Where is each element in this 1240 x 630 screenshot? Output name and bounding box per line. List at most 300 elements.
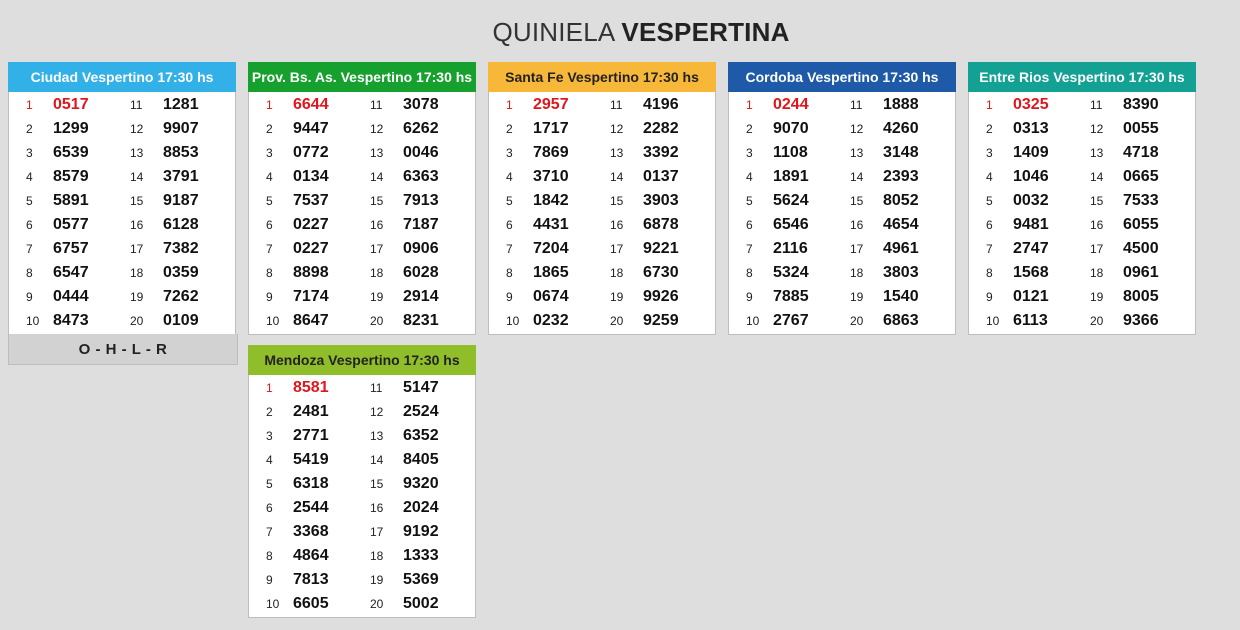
- drawn-number: 1888: [883, 96, 919, 113]
- result-row: [249, 261, 475, 285]
- drawn-number: 8898: [293, 264, 329, 281]
- position-label: 4: [986, 170, 993, 184]
- drawn-number: 3710: [533, 168, 569, 185]
- winning-number: 8581: [293, 379, 329, 396]
- position-label: 5: [746, 194, 753, 208]
- drawn-number: 6605: [293, 595, 329, 612]
- position-label: 7: [506, 242, 513, 256]
- draw-card-prov-bs-as: [248, 62, 476, 335]
- drawn-number: 5624: [773, 192, 809, 209]
- position-label: 19: [610, 290, 624, 304]
- drawn-number: 7913: [403, 192, 439, 209]
- position-label: 14: [1090, 170, 1104, 184]
- position-label: 2: [266, 122, 273, 136]
- result-row: [249, 213, 475, 237]
- position-label: 11: [610, 98, 623, 112]
- draw-results-list: [249, 92, 475, 335]
- position-label: 7: [266, 525, 273, 539]
- position-label: 7: [746, 242, 753, 256]
- position-label: 14: [130, 170, 144, 184]
- drawn-number: 8231: [403, 312, 439, 329]
- drawn-number: 6863: [883, 312, 919, 329]
- result-row: [969, 189, 1195, 213]
- drawn-number: 7174: [293, 288, 329, 305]
- position-label: 8: [266, 266, 273, 280]
- position-label: 19: [850, 290, 864, 304]
- position-label: 1: [266, 98, 273, 112]
- drawn-number: 0674: [533, 288, 569, 305]
- position-label: 2: [986, 122, 993, 136]
- result-row: [729, 189, 955, 213]
- drawn-number: 0046: [403, 144, 439, 161]
- drawn-number: 3148: [883, 144, 919, 161]
- position-label: 19: [130, 290, 144, 304]
- result-row: [729, 117, 955, 141]
- position-label: 6: [266, 218, 273, 232]
- result-row: [249, 141, 475, 165]
- result-row: [489, 285, 715, 309]
- result-row: [729, 285, 955, 309]
- drawn-number: 0032: [1013, 192, 1049, 209]
- drawn-number: 9447: [293, 120, 329, 137]
- position-label: 18: [850, 266, 864, 280]
- result-row: [249, 472, 475, 496]
- drawn-number: 0577: [53, 216, 89, 233]
- result-row: [249, 189, 475, 213]
- draw-results-list: [249, 375, 475, 618]
- position-label: 5: [266, 477, 273, 491]
- drawn-number: 2747: [1013, 240, 1049, 257]
- position-label: 14: [370, 453, 384, 467]
- position-label: 3: [506, 146, 513, 160]
- drawn-number: 7537: [293, 192, 329, 209]
- drawn-number: 6318: [293, 475, 329, 492]
- position-label: 17: [370, 242, 384, 256]
- position-label: 19: [1090, 290, 1104, 304]
- draw-card-mendoza: [248, 345, 476, 618]
- drawn-number: 6539: [53, 144, 89, 161]
- drawn-number: 2282: [643, 120, 679, 137]
- winning-number: 0517: [53, 96, 89, 113]
- result-row: [969, 309, 1195, 333]
- drawn-number: 4431: [533, 216, 569, 233]
- position-label: 11: [1090, 98, 1103, 112]
- position-label: 15: [130, 194, 144, 208]
- position-label: 10: [986, 314, 1000, 328]
- page-title-bold: VESPERTINA: [621, 17, 790, 47]
- drawn-number: 0121: [1013, 288, 1049, 305]
- drawn-number: 6878: [643, 216, 679, 233]
- draw-card-header: Ciudad Vespertino 17:30 hs: [8, 62, 236, 92]
- position-label: 8: [26, 266, 33, 280]
- position-label: 10: [26, 314, 40, 328]
- result-row: [729, 213, 955, 237]
- drawn-number: 1281: [163, 96, 199, 113]
- result-row: [249, 117, 475, 141]
- draw-results-list: [489, 92, 715, 335]
- position-label: 4: [26, 170, 33, 184]
- position-label: 6: [506, 218, 513, 232]
- draw-card-entre-rios: [968, 62, 1196, 335]
- position-label: 9: [986, 290, 993, 304]
- position-label: 3: [746, 146, 753, 160]
- position-label: 17: [130, 242, 144, 256]
- drawn-number: 6546: [773, 216, 809, 233]
- drawn-number: 2544: [293, 499, 329, 516]
- position-label: 1: [986, 98, 993, 112]
- drawn-number: 8390: [1123, 96, 1159, 113]
- position-label: 8: [746, 266, 753, 280]
- position-label: 6: [266, 501, 273, 515]
- position-label: 11: [370, 381, 383, 395]
- position-label: 20: [370, 597, 384, 611]
- drawn-number: 1299: [53, 120, 89, 137]
- position-label: 10: [266, 597, 280, 611]
- position-label: 9: [506, 290, 513, 304]
- position-label: 3: [26, 146, 33, 160]
- result-row: [249, 309, 475, 333]
- drawn-number: 7533: [1123, 192, 1159, 209]
- drawn-number: 5324: [773, 264, 809, 281]
- drawn-number: 7869: [533, 144, 569, 161]
- drawn-number: 1891: [773, 168, 809, 185]
- drawn-number: 3791: [163, 168, 199, 185]
- position-label: 12: [610, 122, 624, 136]
- result-row: [729, 237, 955, 261]
- drawn-number: 6128: [163, 216, 199, 233]
- position-label: 18: [370, 549, 384, 563]
- drawn-number: 8052: [883, 192, 919, 209]
- position-label: 4: [266, 170, 273, 184]
- drawn-number: 1568: [1013, 264, 1049, 281]
- result-row: [969, 285, 1195, 309]
- result-row: [489, 237, 715, 261]
- result-row: [249, 448, 475, 472]
- drawn-number: 2024: [403, 499, 439, 516]
- position-label: 5: [266, 194, 273, 208]
- position-label: 1: [746, 98, 753, 112]
- drawn-number: 4718: [1123, 144, 1159, 161]
- position-label: 1: [506, 98, 513, 112]
- drawn-number: 0137: [643, 168, 679, 185]
- result-row: [969, 141, 1195, 165]
- position-label: 7: [986, 242, 993, 256]
- position-label: 8: [266, 549, 273, 563]
- draw-card-santa-fe: [488, 62, 716, 335]
- position-label: 18: [370, 266, 384, 280]
- position-label: 18: [1090, 266, 1104, 280]
- position-label: 2: [26, 122, 33, 136]
- position-label: 14: [370, 170, 384, 184]
- drawn-number: 6363: [403, 168, 439, 185]
- position-label: 13: [610, 146, 624, 160]
- result-row: [9, 309, 235, 333]
- position-label: 9: [266, 290, 273, 304]
- drawn-number: 9320: [403, 475, 439, 492]
- drawn-number: 2524: [403, 403, 439, 420]
- result-row: [249, 496, 475, 520]
- position-label: 20: [370, 314, 384, 328]
- position-label: 10: [266, 314, 280, 328]
- drawn-number: 1108: [773, 144, 808, 161]
- draw-results-list: [729, 92, 955, 335]
- position-label: 5: [986, 194, 993, 208]
- drawn-number: 6757: [53, 240, 89, 257]
- drawn-number: 6113: [1013, 312, 1048, 329]
- position-label: 6: [746, 218, 753, 232]
- result-row: [489, 93, 715, 117]
- drawn-number: 6028: [403, 264, 439, 281]
- winning-number: 6644: [293, 96, 329, 113]
- position-label: 20: [850, 314, 864, 328]
- position-label: 8: [986, 266, 993, 280]
- drawn-number: 9926: [643, 288, 679, 305]
- position-label: 4: [506, 170, 513, 184]
- drawn-number: 2481: [293, 403, 329, 420]
- drawn-number: 0227: [293, 240, 329, 257]
- position-label: 20: [130, 314, 144, 328]
- result-row: [489, 165, 715, 189]
- position-label: 9: [266, 573, 273, 587]
- position-label: 20: [1090, 314, 1104, 328]
- position-label: 4: [266, 453, 273, 467]
- result-row: [249, 400, 475, 424]
- winning-number: 2957: [533, 96, 569, 113]
- drawn-number: 0772: [293, 144, 329, 161]
- page-title: [0, 17, 1240, 48]
- drawn-number: 4500: [1123, 240, 1159, 257]
- drawn-number: 8473: [53, 312, 89, 329]
- drawn-number: 5369: [403, 571, 439, 588]
- drawn-number: 2914: [403, 288, 439, 305]
- draw-card-cordoba: [728, 62, 956, 335]
- position-label: 11: [370, 98, 383, 112]
- position-label: 13: [370, 146, 384, 160]
- position-label: 15: [1090, 194, 1104, 208]
- position-label: 16: [1090, 218, 1104, 232]
- result-row: [489, 189, 715, 213]
- position-label: 16: [610, 218, 624, 232]
- result-row: [489, 141, 715, 165]
- drawn-number: 0109: [163, 312, 199, 329]
- result-row: [9, 213, 235, 237]
- position-label: 3: [266, 146, 273, 160]
- drawn-number: 9221: [643, 240, 679, 257]
- drawn-number: 2771: [293, 427, 329, 444]
- result-row: [249, 237, 475, 261]
- result-row: [969, 93, 1195, 117]
- result-row: [729, 309, 955, 333]
- drawn-number: 7204: [533, 240, 569, 257]
- drawn-number: 7382: [163, 240, 199, 257]
- drawn-number: 8579: [53, 168, 89, 185]
- position-label: 15: [370, 194, 384, 208]
- drawn-number: 9481: [1013, 216, 1049, 233]
- drawn-number: 8005: [1123, 288, 1159, 305]
- drawn-number: 9070: [773, 120, 809, 137]
- position-label: 15: [850, 194, 864, 208]
- drawn-number: 9187: [163, 192, 199, 209]
- draw-card-ciudad: [8, 62, 236, 335]
- result-row: [9, 189, 235, 213]
- drawn-number: 1842: [533, 192, 569, 209]
- position-label: 13: [130, 146, 144, 160]
- page-title-light: QUINIELA: [492, 17, 622, 47]
- result-row: [969, 213, 1195, 237]
- position-label: 20: [610, 314, 624, 328]
- result-row: [249, 93, 475, 117]
- result-row: [9, 285, 235, 309]
- result-row: [9, 93, 235, 117]
- position-label: 10: [506, 314, 520, 328]
- draw-card-header: Santa Fe Vespertino 17:30 hs: [488, 62, 716, 92]
- drawn-number: 0665: [1123, 168, 1159, 185]
- position-label: 13: [370, 429, 384, 443]
- draw-card-header: Mendoza Vespertino 17:30 hs: [248, 345, 476, 375]
- position-label: 9: [746, 290, 753, 304]
- result-row: [729, 165, 955, 189]
- position-label: 17: [1090, 242, 1104, 256]
- position-label: 14: [610, 170, 624, 184]
- drawn-number: 9907: [163, 120, 199, 137]
- draw-card-header: Entre Rios Vespertino 17:30 hs: [968, 62, 1196, 92]
- position-label: 16: [130, 218, 144, 232]
- drawn-number: 1540: [883, 288, 919, 305]
- drawn-number: 5147: [403, 379, 439, 396]
- drawn-number: 6055: [1123, 216, 1159, 233]
- drawn-number: 4654: [883, 216, 919, 233]
- result-row: [249, 376, 475, 400]
- position-label: 3: [266, 429, 273, 443]
- result-row: [729, 93, 955, 117]
- drawn-number: 4260: [883, 120, 919, 137]
- position-label: 15: [370, 477, 384, 491]
- position-label: 6: [26, 218, 33, 232]
- ohlr-bar[interactable]: O - H - L - R: [8, 334, 238, 365]
- drawn-number: 0134: [293, 168, 329, 185]
- drawn-number: 5891: [53, 192, 89, 209]
- drawn-number: 3903: [643, 192, 679, 209]
- position-label: 16: [370, 218, 384, 232]
- position-label: 12: [370, 122, 384, 136]
- position-label: 2: [746, 122, 753, 136]
- position-label: 2: [266, 405, 273, 419]
- drawn-number: 2393: [883, 168, 919, 185]
- drawn-number: 6547: [53, 264, 89, 281]
- drawn-number: 3803: [883, 264, 919, 281]
- drawn-number: 4961: [883, 240, 919, 257]
- result-row: [489, 213, 715, 237]
- position-label: 17: [610, 242, 624, 256]
- result-row: [9, 261, 235, 285]
- position-label: 12: [850, 122, 864, 136]
- position-label: 18: [130, 266, 144, 280]
- drawn-number: 1333: [403, 547, 439, 564]
- winning-number: 0325: [1013, 96, 1049, 113]
- result-row: [249, 592, 475, 616]
- drawn-number: 3368: [293, 523, 329, 540]
- position-label: 5: [506, 194, 513, 208]
- position-label: 1: [266, 381, 273, 395]
- drawn-number: 0444: [53, 288, 89, 305]
- draw-card-header: Cordoba Vespertino 17:30 hs: [728, 62, 956, 92]
- drawn-number: 7187: [403, 216, 439, 233]
- drawn-number: 7262: [163, 288, 199, 305]
- drawn-number: 1409: [1013, 144, 1049, 161]
- drawn-number: 9259: [643, 312, 679, 329]
- result-row: [969, 237, 1195, 261]
- position-label: 4: [746, 170, 753, 184]
- result-row: [249, 165, 475, 189]
- drawn-number: 0055: [1123, 120, 1159, 137]
- result-row: [9, 165, 235, 189]
- result-row: [969, 117, 1195, 141]
- draw-results-list: [9, 92, 235, 335]
- position-label: 13: [850, 146, 864, 160]
- drawn-number: 9192: [403, 523, 439, 540]
- result-row: [9, 237, 235, 261]
- position-label: 16: [850, 218, 864, 232]
- result-row: [249, 544, 475, 568]
- drawn-number: 6352: [403, 427, 439, 444]
- drawn-number: 4864: [293, 547, 329, 564]
- position-label: 8: [506, 266, 513, 280]
- drawn-number: 0906: [403, 240, 439, 257]
- drawn-number: 6730: [643, 264, 679, 281]
- position-label: 14: [850, 170, 864, 184]
- result-row: [249, 285, 475, 309]
- drawn-number: 0227: [293, 216, 329, 233]
- result-row: [969, 165, 1195, 189]
- result-row: [489, 117, 715, 141]
- position-label: 15: [610, 194, 624, 208]
- drawn-number: 2767: [773, 312, 809, 329]
- position-label: 13: [1090, 146, 1104, 160]
- drawn-number: 6262: [403, 120, 439, 137]
- position-label: 11: [850, 98, 863, 112]
- position-label: 7: [266, 242, 273, 256]
- result-row: [249, 520, 475, 544]
- drawn-number: 1717: [533, 120, 569, 137]
- position-label: 3: [986, 146, 993, 160]
- result-row: [249, 568, 475, 592]
- drawn-number: 0359: [163, 264, 199, 281]
- position-label: 10: [746, 314, 760, 328]
- result-row: [729, 141, 955, 165]
- drawn-number: 5419: [293, 451, 329, 468]
- drawn-number: 3392: [643, 144, 679, 161]
- drawn-number: 2116: [773, 240, 808, 257]
- drawn-number: 7885: [773, 288, 809, 305]
- draw-card-header: Prov. Bs. As. Vespertino 17:30 hs: [248, 62, 476, 92]
- drawn-number: 9366: [1123, 312, 1159, 329]
- drawn-number: 0232: [533, 312, 569, 329]
- result-row: [9, 117, 235, 141]
- result-row: [9, 141, 235, 165]
- position-label: 7: [26, 242, 33, 256]
- position-label: 17: [370, 525, 384, 539]
- position-label: 9: [26, 290, 33, 304]
- drawn-number: 4196: [643, 96, 679, 113]
- drawn-number: 3078: [403, 96, 439, 113]
- result-row: [969, 261, 1195, 285]
- position-label: 18: [610, 266, 624, 280]
- result-row: [489, 261, 715, 285]
- position-label: 12: [130, 122, 144, 136]
- position-label: 6: [986, 218, 993, 232]
- position-label: 12: [1090, 122, 1104, 136]
- result-row: [729, 261, 955, 285]
